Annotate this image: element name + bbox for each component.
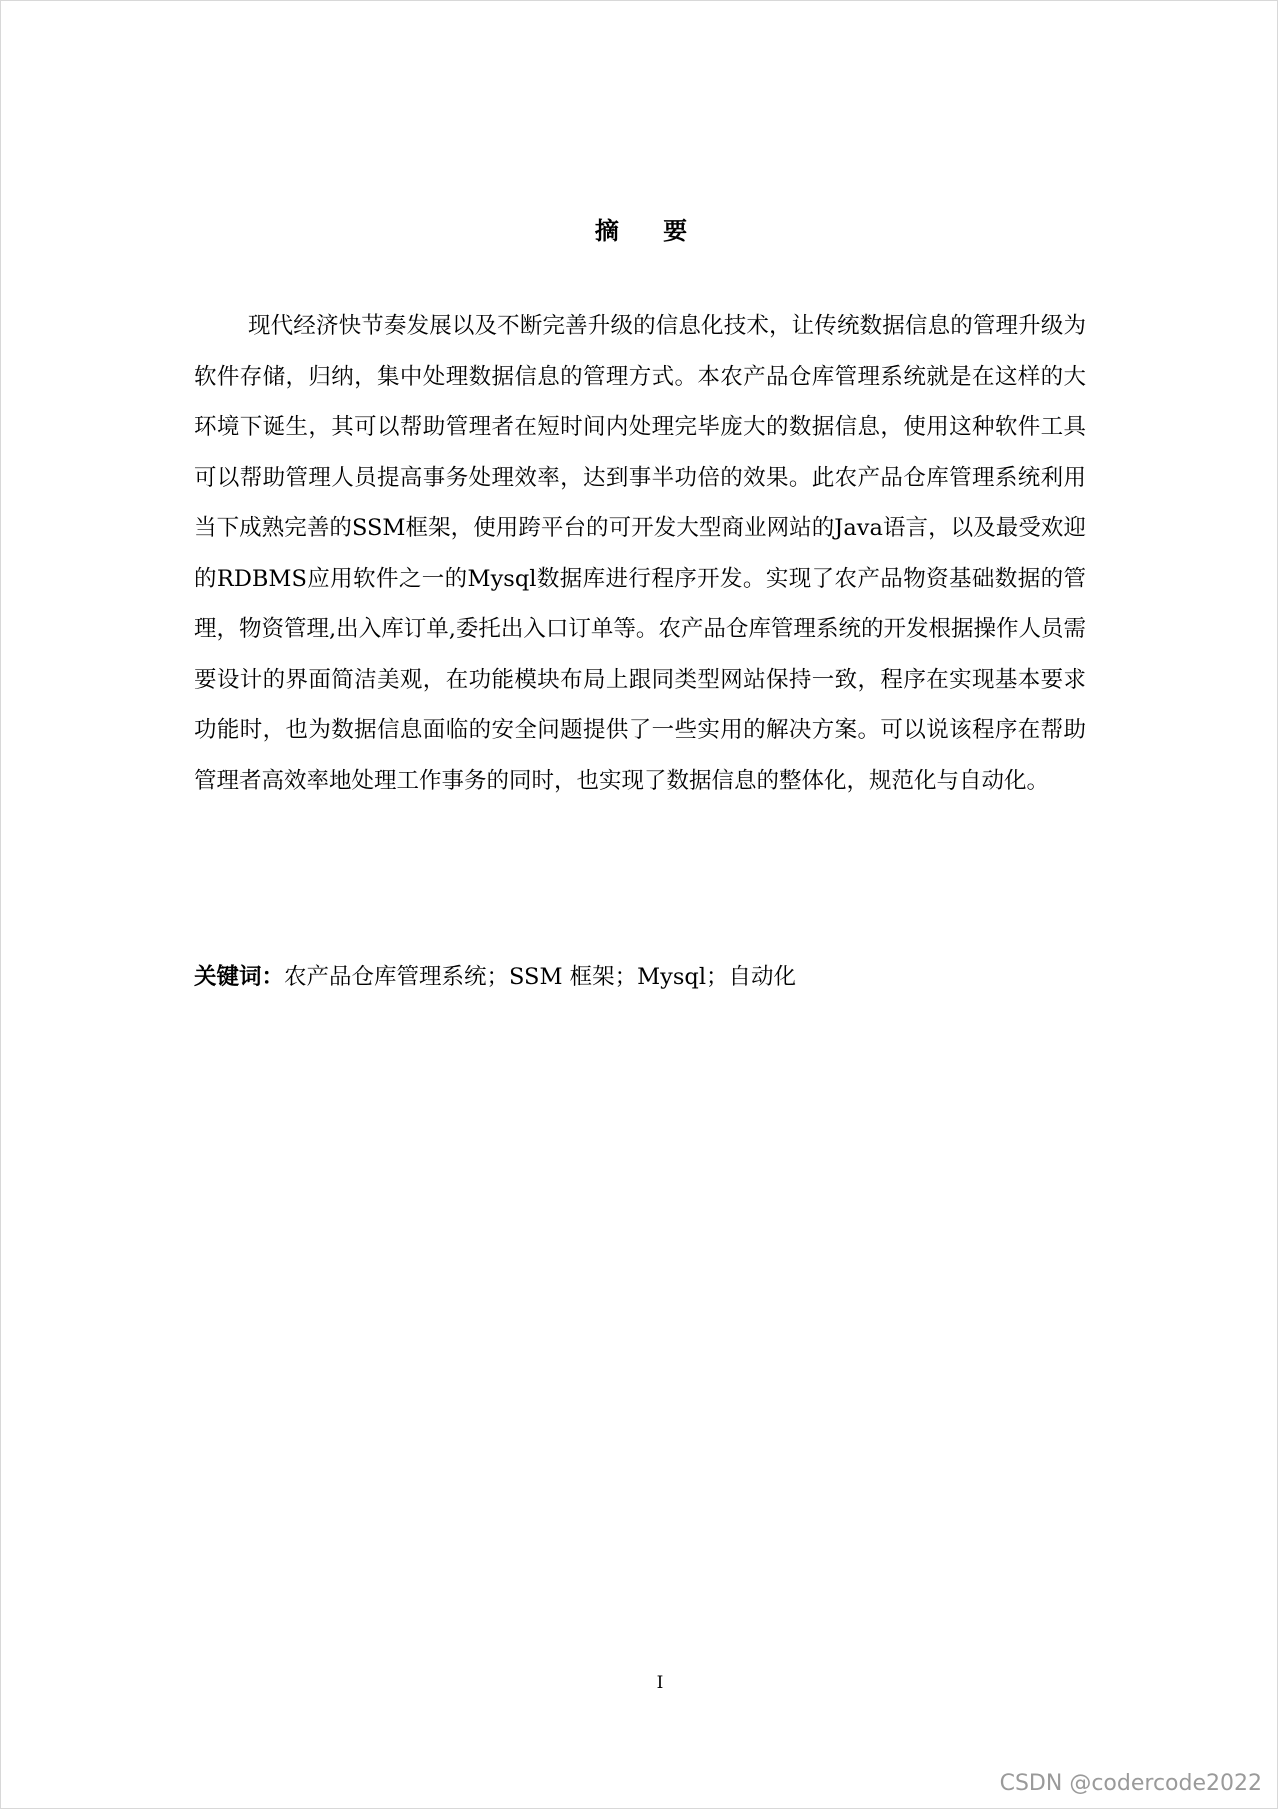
keywords-text: 农产品仓库管理系统；SSM 框架；Mysql；自动化 <box>284 964 797 990</box>
keywords-label: 关键词： <box>194 964 285 990</box>
abstract-paragraph: 现代经济快节奏发展以及不断完善升级的信息化技术，让传统数据信息的管理升级为软件存储，归纳，集中处理数据信息的管理方式。本农产品仓库管理系统就是在这样的大环境下诞生，其可以帮助管理者在短时间内处理完毕庞大的数据信息，使用这种软件工具可以帮助管理人员提高事务处理效率，达到事半功倍的效果。此农产品仓库管理系统利用当下成熟完善的SSM框架，使用跨平台的可开发大型商业网站的Java语言，以及最受欢迎的RDBMS应用软件之一的Mysql数据库进行程序开发。实现了农产品物资基础数据的管理，物资管理,出入库订单,委托出入口订单等。农产品仓库管理系统的开发根据操作人员需要设计的界面简洁美观，在功能模块布局上跟同类型网站保持一致，程序在实现基本要求功能时，也为数据信息面临的安全问题提供了一些实用的解决方案。可以说该程序在帮助管理者高效率地处理工作事务的同时，也实现了数据信息的整体化，规范化与自动化。 <box>194 313 1086 794</box>
keywords-line <box>194 954 1086 1000</box>
abstract-title: 摘 要 <box>594 216 706 245</box>
csdn-watermark: CSDN @codercode2022 <box>999 1771 1262 1796</box>
page-number: I <box>656 1673 664 1693</box>
